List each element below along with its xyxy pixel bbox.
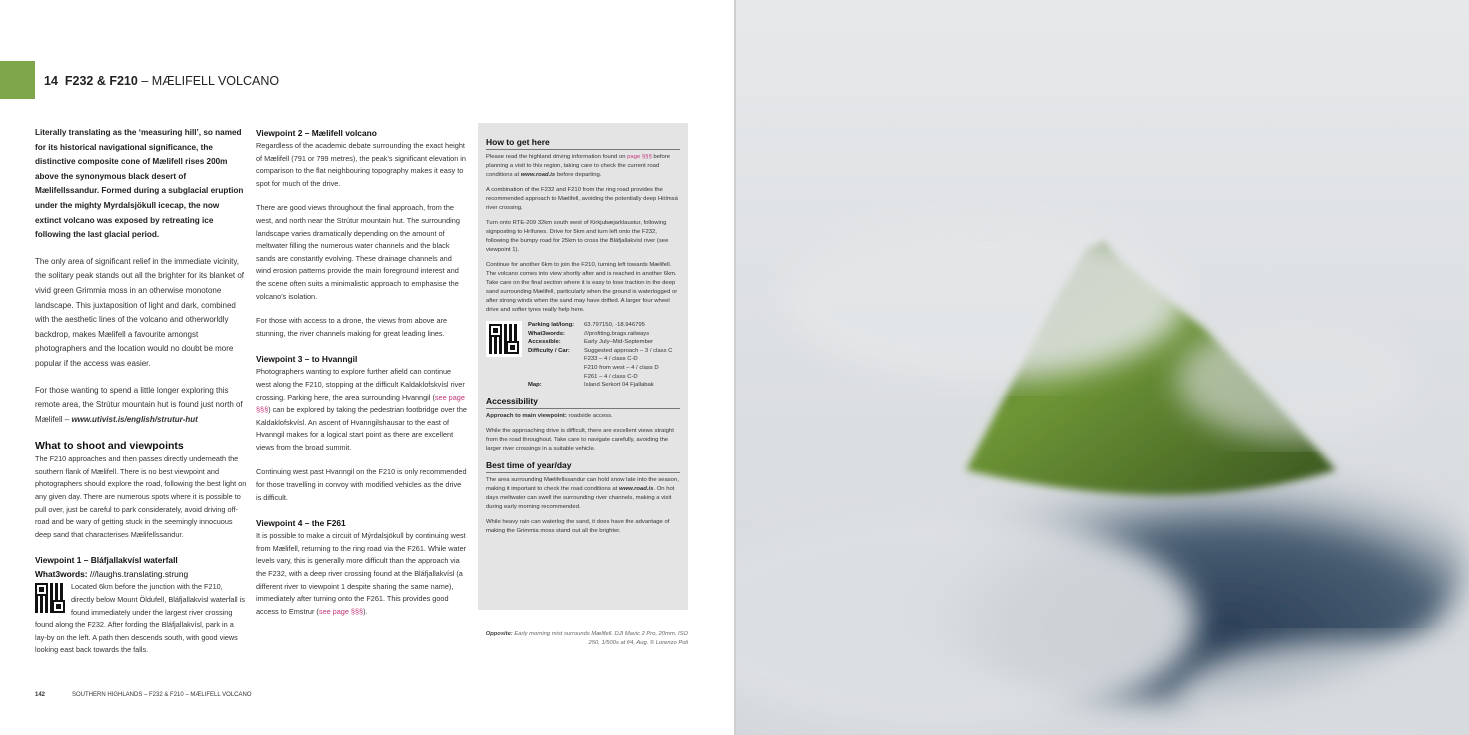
info-value: Suggested approach – 3 / class C — [584, 347, 673, 354]
qr-code-icon — [489, 324, 519, 354]
paragraph: The F210 approaches and then passes directly underneath the southern flank of Mælifell. There is no best viewpoint and photographers should explore the road, following the best light on any given day. There are numerous spots where it is possible to pull over, just be careful to park considerately, avoid driving off-road and be wary of getting stuck in the seemingly innocuous deep sand that characterises Mælifellssandur. — [35, 454, 247, 539]
info-label: Difficulty / Car: — [528, 347, 570, 354]
column-1 — [35, 126, 247, 669]
best-time-heading: Best time of year/day — [486, 460, 680, 473]
info-value: F261 – 4 / class C-D — [584, 373, 638, 380]
paragraph — [256, 366, 468, 454]
paragraph-text: Photographers wanting to explore further afield can continue west along the F210, stopping at the difficult Kaldaklofskvísl river crossing. Parking here, the area surrounding Hvanngil ( — [256, 367, 465, 402]
qr-code — [486, 321, 522, 357]
paragraph: Turn onto RTE-209 32km south west of Kirkjubæjarklaustur, following signposting to Hrífunes. Drive for 5km and turn left onto the F232, following the bumpy road for 25km to cross the Bláfjallakvísl river (see viewpoint 1). — [486, 220, 669, 253]
mist-cloud — [786, 220, 1186, 380]
chapter-number: 14 — [44, 74, 58, 88]
paragraph — [486, 153, 680, 180]
chapter-heading — [44, 74, 279, 88]
paragraph: There are good views throughout the final approach, from the west, and north near the Strútur mountain hut. The surrounding landscape varies dramatically depending on the amount of meltwater filling the numerous water channels and the black sands are constantly evolving. These drainage channels and wind erosion patterns provide the main foreground interest and the scene often suits a minimalistic approach to emphasise the volcano’s isolation. — [256, 203, 460, 301]
road-link[interactable]: www.road.is — [520, 172, 556, 178]
info-label: What3words: — [528, 330, 565, 337]
paragraph: For those with access to a drone, the views from above are stunning, the river channels making for great leading lines. — [256, 316, 448, 338]
chapter-color-tab — [0, 61, 35, 99]
paragraph-text: ). — [363, 606, 368, 616]
paragraph-text: . On hot days meltwater can swell the surrounding river channels, making a visit during early morning recommended. — [486, 485, 675, 510]
paragraph: While the approaching drive is difficult, there are excellent views straight from the road throughout. Take care to navigate carefully, avoiding the larger river crossings in a suitable vehicle. — [486, 427, 674, 452]
mist-cloud — [1176, 320, 1416, 440]
page-link[interactable]: see page §§§ — [256, 392, 465, 415]
info-value: Island Serkort 04 Fjallabak — [584, 382, 654, 389]
caption-label: Opposite: — [485, 631, 513, 637]
caption-text: Early morning mist surrounds Mælifell. DJI Mavic 2 Pro, 20mm, ISO 250, 1/500s at f/4, Aug. © Lorenzo Poli — [512, 631, 688, 646]
chapter-title-bold: F232 & F210 — [64, 74, 138, 88]
paragraph-text: ) can be explored by taking the pedestrian footbridge over the Kaldaklofskvísl. An ascent of Hvanngilshausar to the east of Hvanngil makes for a logical start point as there are excellent views from the broad summit. — [256, 405, 467, 452]
viewpoint-1-heading: Viewpoint 1 – Bláfjallakvísl waterfall — [35, 555, 178, 566]
paragraph-text: Located 6km before the junction with the F210, directly below Mount Öldufell, Bláfjallakvísl waterfall is found immediately under the largest river crossing found along the F232. After fording the Bláfjallakvísl, park in a lay-by on the left. A path then descends south, with good views looking east back towards the falls. — [35, 582, 245, 655]
info-value: F210 from west – 4 / class D — [584, 364, 659, 371]
volcano-photo — [736, 0, 1469, 735]
paragraph-text: before planning a visit to this region, taking care to check the current road conditions at — [486, 154, 671, 178]
lead-paragraph: Literally translating as the ‘measuring hill’, so named for its historical navigational significance, the distinctive composite cone of Mælifell rises 200m above the synonymous black desert of Mælifellssandur. Formed during a subglacial eruption under the mighty Myrdalsjökull icecap, the now extinct volcano was exposed by retreating ice following the last glacial period. — [35, 128, 244, 240]
paragraph: Continue for another 6km to join the F210, turning left towards Mælifell. The volcano comes into view shortly after and is reached in another 6km. Take care on the final section where it is easy to lose traction in the deep sand surrounding Mælifell, particularly when the ground is waterlogged or after strong winds when the sand may have drifted. A larger four wheel drive and softer tyres really help here. — [486, 262, 678, 313]
info-label: Map: — [528, 382, 542, 389]
hut-link[interactable]: www.utivist.is/english/strutur-hut — [71, 414, 198, 424]
column-2 — [256, 126, 468, 630]
paragraph: Regardless of the academic debate surrounding the exact height of Mælifell (791 or 799 metres), the peak’s significant elevation in comparison to the flat neighbouring topography makes it easy to spot for much of the drive. — [256, 141, 466, 188]
paragraph-text: It is possible to make a circuit of Mýrdalsjökull by continuing west from Mælifell, returning to the ring road via the F261. While water levels vary, this is generally more difficult than the approach via the F232, with a deep river crossing found at the Bláfjallakvísl (a different river to viewpoint 1 despite sharing the same name), immediately after turning onto the F261. This provides good access to Emstrur ( — [256, 531, 467, 616]
info-label: Accessible: — [528, 339, 561, 346]
section-heading-shoot: What to shoot and viewpoints — [35, 440, 184, 453]
page-link[interactable]: see page §§§ — [318, 606, 364, 616]
info-value: F233 – 4 / class C-D — [584, 356, 638, 363]
paragraph-text: The area surrounding Mælifellssandur can hold snow late into the season, making it important to check the road conditions at — [486, 476, 679, 492]
paragraph — [256, 530, 468, 618]
page-link[interactable]: page §§§ — [627, 154, 652, 160]
sidebar-wrapper — [478, 123, 688, 648]
running-footer: SOUTHERN HIGHLANDS – F232 & F210 – MÆLIFELL VOLCANO — [72, 692, 252, 698]
paragraph — [35, 384, 247, 428]
paragraph-text: before departing. — [555, 172, 602, 178]
paragraph: Continuing west past Hvanngil on the F210 is only recommended for those travelling in convoy with modified vehicles as the drive is difficult. — [256, 467, 467, 502]
info-value: 63.797150, -18.946795 — [584, 322, 645, 328]
photo-caption — [478, 630, 688, 648]
info-table — [528, 321, 672, 390]
paragraph-text: For those wanting to spend a little longer exploring this remote area, the Strútur mountain hut is found just north of Mælifell – — [35, 385, 243, 424]
w3w-label: What3words: — [35, 569, 88, 580]
info-sidebar — [478, 123, 688, 610]
paragraph-text: Please read the highland driving information found on — [486, 154, 628, 160]
paragraph — [35, 581, 247, 657]
w3w-value: ///laughs.translating.strung — [87, 569, 189, 580]
chapter-title-rest: – MÆLIFELL VOLCANO — [141, 74, 280, 88]
paragraph-text: roadside access. — [566, 412, 613, 419]
accessibility-heading: Accessibility — [486, 396, 680, 409]
location-info — [486, 321, 680, 390]
paragraph: A combination of the F232 and F210 from the ring road provides the recommended approach to Mælifell, avoiding the potentially deep Hólmsá river crossing. — [486, 187, 678, 211]
info-value: ///profiting.brags.railways — [584, 330, 650, 337]
how-to-get-here-heading: How to get here — [486, 137, 680, 150]
viewpoint-2-heading: Viewpoint 2 – Mælifell volcano — [256, 128, 377, 138]
paragraph — [486, 412, 680, 421]
qr-code-icon — [35, 583, 65, 613]
info-value: Early July–Mid-September — [584, 339, 654, 346]
info-label: Parking lat/long: — [528, 322, 575, 328]
paragraph — [486, 476, 680, 512]
viewpoint-3-heading: Viewpoint 3 – to Hvanngil — [256, 354, 358, 365]
viewpoint-1-what3words — [35, 567, 247, 581]
road-link[interactable]: www.road.is — [618, 485, 654, 492]
page-number: 142 — [35, 692, 46, 698]
paragraph: The only area of significant relief in the immediate vicinity, the solitary peak stands out all the brighter for its blanket of vivid green Grimmia moss in an otherwise monotone landscape. This juxtaposition of light and dark, combined with the aesthetic lines of the volcano and otherworldly backdrop, makes Mælifell a favourite amongst photographers and the location would no doubt be more popular if the access was easier. — [35, 256, 245, 368]
paragraph: While heavy rain can waterlog the sand, it does have the advantage of making the Grimmia moss stand out all the brighter. — [486, 518, 670, 534]
paragraph-label: Approach to main viewpoint: — [486, 412, 567, 419]
viewpoint-4-heading: Viewpoint 4 – the F261 — [256, 518, 346, 529]
